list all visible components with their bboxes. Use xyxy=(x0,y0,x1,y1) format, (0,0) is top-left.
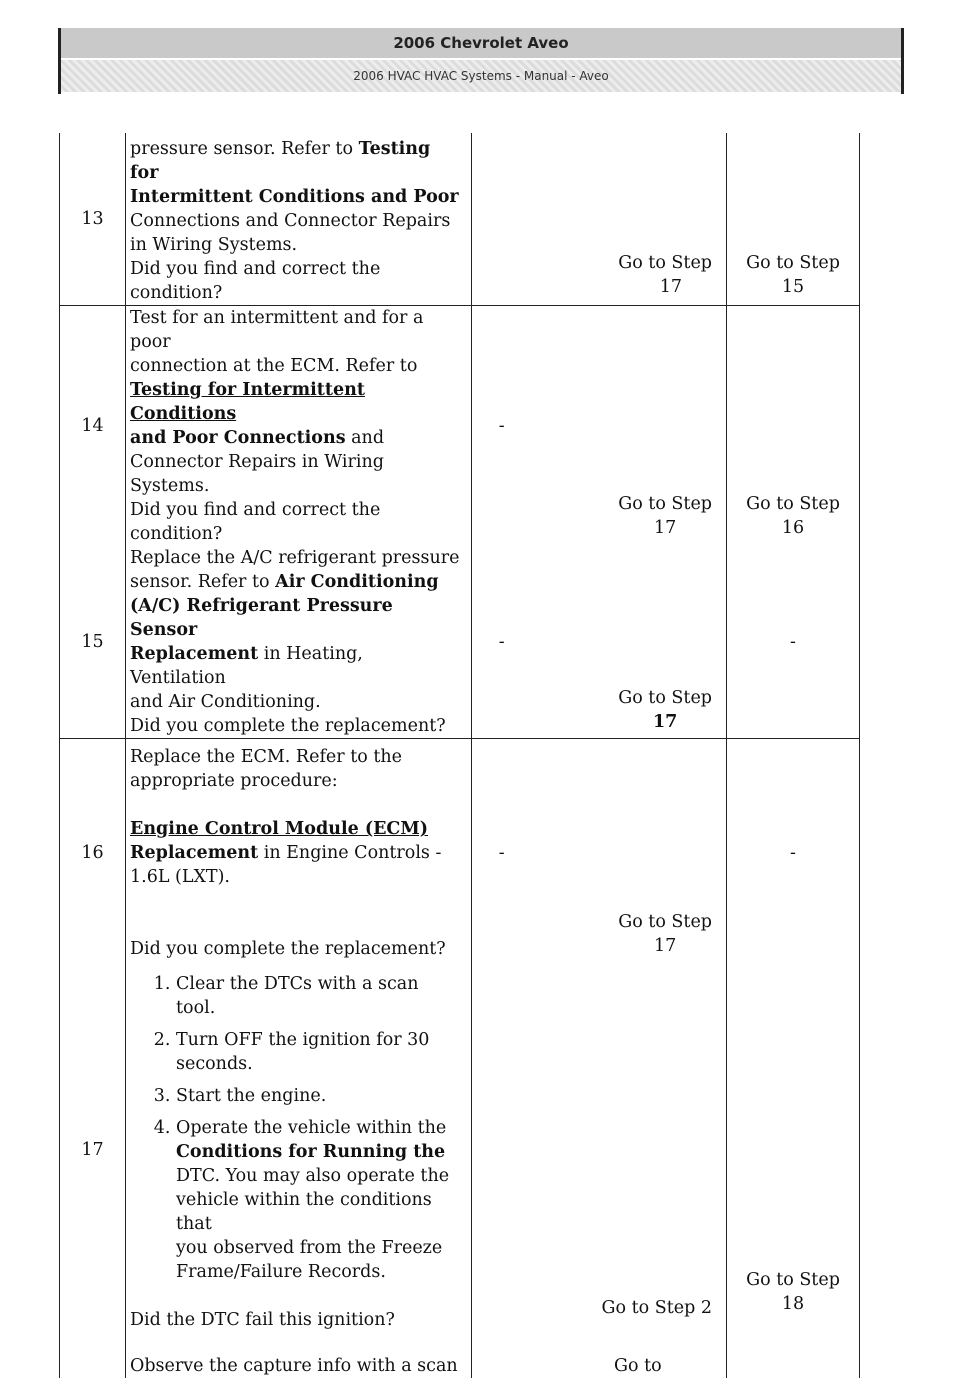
value-cell: - xyxy=(498,632,505,652)
procedure-list xyxy=(130,972,461,1284)
step-action: Observe the capture info with a scan xyxy=(126,1332,472,1378)
table-row xyxy=(60,968,860,1332)
table-row xyxy=(60,1332,860,1378)
table-row xyxy=(60,546,860,739)
step-action: 1. Clear the DTCs with a scan tool. 2. Turn OFF the ignition for 30 seconds. 3. Start the engine. 4. Operate the vehicle within the Conditions for Running the DTC. You may also operate the vehicle within the conditions that you observed from the Freeze Frame/Failure Records. Did the DTC fail this ignition? xyxy=(126,968,472,1332)
step-number: 13 xyxy=(60,133,126,306)
table-row xyxy=(60,306,860,547)
list-item: 1. Clear the DTCs with a scan tool. xyxy=(176,972,461,1020)
step-action: Replace the A/C refrigerant pressure sensor. Refer to Air Conditioning (A/C) Refrigerant Pressure Sensor Replacement in Heating, Ventilation and Air Conditioning. Did you complete the replacement? xyxy=(126,546,472,739)
no-cell: - xyxy=(727,546,860,739)
link-intermittent-conditions[interactable]: Intermittent Conditions and Poor xyxy=(130,187,459,207)
step-number: 14 xyxy=(60,306,126,547)
link-testing-intermittent[interactable]: Testing for Intermittent Conditions xyxy=(130,380,365,424)
step-action: Test for an intermittent and for a poor connection at the ECM. Refer to Testing for Intermittent Conditions and Poor Connections and Connector Repairs in Wiring Systems. Did you find and correct the condition? xyxy=(126,306,472,547)
step-action: pressure sensor. Refer to Testing for Intermittent Conditions and Poor Connections and Connector Repairs in Wiring Systems. Did you find and correct the condition? xyxy=(126,133,472,306)
value-cell: - xyxy=(472,306,660,547)
step-action: Replace the ECM. Refer to the appropriate procedure: Engine Control Module (ECM) Replacement in Engine Controls - 1.6L (LXT). Did you complete the replacement? xyxy=(126,739,472,968)
document-header xyxy=(58,28,904,94)
yes-cell: Go to Step 17 xyxy=(660,306,727,547)
link-ecm-replacement[interactable]: Engine Control Module (ECM) xyxy=(130,819,429,840)
no-cell: Go to Step 18 xyxy=(727,968,860,1332)
yes-cell: Go to Step 17 xyxy=(660,546,727,739)
list-item: 2. Turn OFF the ignition for 30 seconds. xyxy=(176,1028,461,1076)
link-testing-intermittent[interactable]: Testing for xyxy=(130,139,431,183)
link-air-conditioning[interactable]: Air Conditioning xyxy=(275,572,439,592)
no-cell: Go to Step 15 xyxy=(727,133,860,306)
link-refrigerant-sensor[interactable]: (A/C) Refrigerant Pressure Sensor xyxy=(130,596,393,640)
step-number: 15 xyxy=(60,546,126,739)
document-subtitle: 2006 HVAC HVAC Systems - Manual - Aveo xyxy=(61,60,901,92)
link-replacement[interactable]: Replacement xyxy=(130,843,259,864)
document-title: 2006 Chevrolet Aveo xyxy=(61,28,901,60)
value-cell: - xyxy=(472,739,660,968)
step-number: 16 xyxy=(60,739,126,968)
link-replacement[interactable]: Replacement xyxy=(130,644,259,664)
yes-cell: Go to Step 17 xyxy=(472,133,727,306)
table-row xyxy=(60,133,860,306)
yes-cell: Go to xyxy=(472,1332,727,1378)
no-cell: Go to Step 16 xyxy=(727,306,860,547)
step-number: 17 xyxy=(60,968,126,1332)
link-poor-connections[interactable]: and Poor Connections xyxy=(130,428,346,448)
table-row xyxy=(60,739,860,968)
list-item: 4. Operate the vehicle within the Conditions for Running the DTC. You may also operate the vehicle within the conditions that you observed from the Freeze Frame/Failure Records. xyxy=(176,1116,461,1284)
no-cell: - xyxy=(727,739,860,968)
link-conditions-running[interactable]: Conditions for Running the xyxy=(176,1141,446,1162)
yes-cell: Go to Step 2 xyxy=(472,968,727,1332)
list-item: 3. Start the engine. xyxy=(176,1084,461,1108)
yes-cell: Go to Step 17 xyxy=(660,739,727,968)
diagnostic-table xyxy=(59,133,860,1378)
